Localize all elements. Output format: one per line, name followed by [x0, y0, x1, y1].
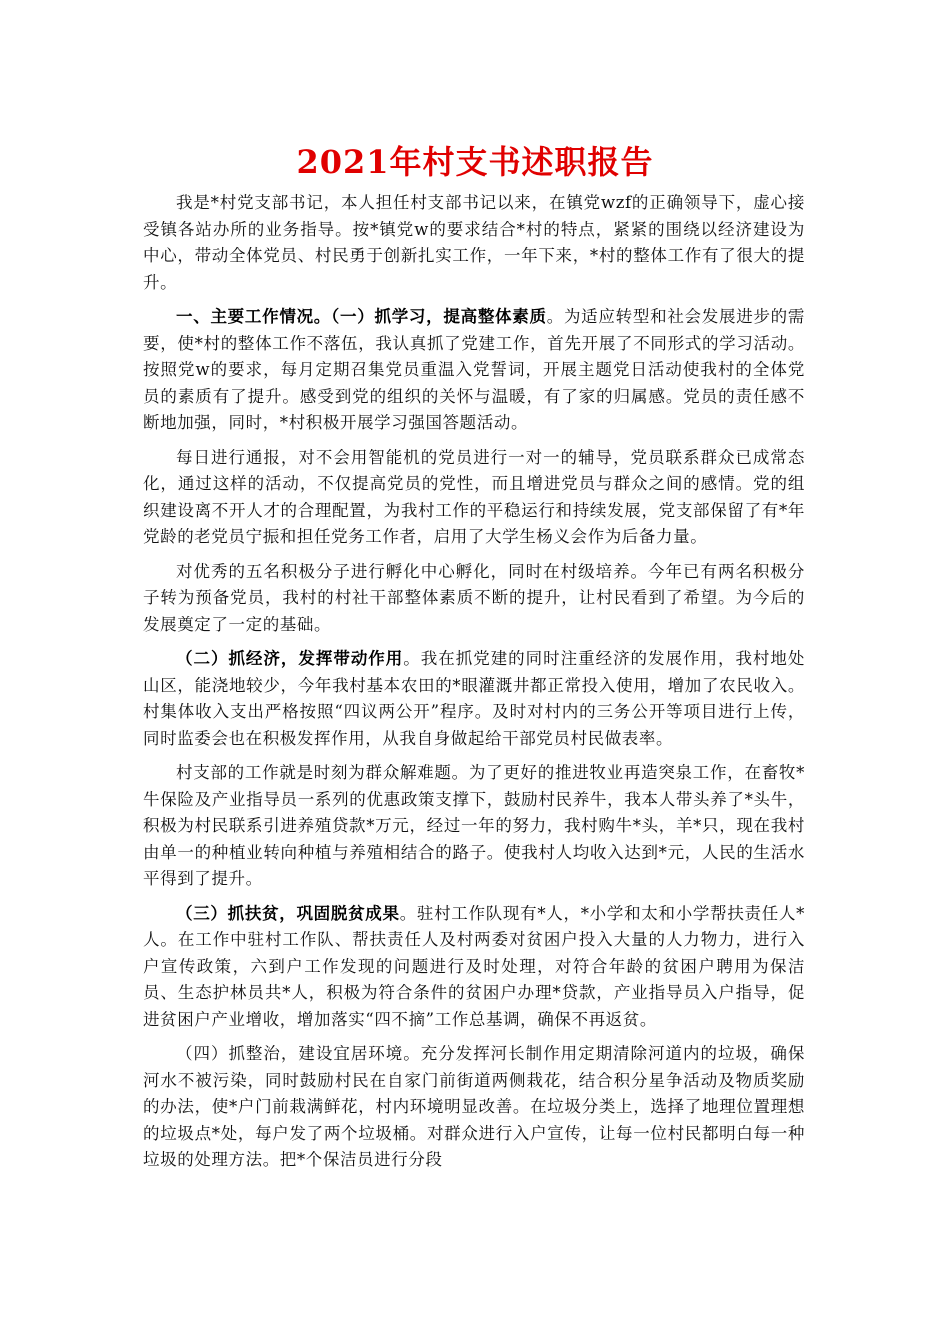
section2-text: 。我在抓党建的同时注重经济的发展作用，我村地处山区，能浇地较少，今年我村基本农田的*眼灌溉井都正常投入使用，增加了农民收入。村集体收入支出严格按照“四议两公开”程序。及时对村内的三务公开等项目进行上传，同时监委会也在积极发挥作用，从我自身做起给干部党员村民做表率。: [143, 649, 805, 748]
branch-work-paragraph: 村支部的工作就是时刻为群众解难题。为了更好的推进牧业再造突泉工作，在畜牧*牛保险及产业指导员一系列的优惠政策支撑下，鼓励村民养牛，我本人带头养了*头牛，积极为村民联系引进养殖贷款*万元，经过一年的努力，我村购牛*头，羊*只，现在我村由单一的种植业转向种植与养殖相结合的路子。使我村人均收入达到*元，人民的生活水平得到了提升。: [143, 763, 805, 888]
document-title: 2021年村支书述职报告: [296, 143, 654, 181]
section3-heading: （三）抓扶贫，巩固脱贫成果: [176, 903, 400, 923]
section3-text: 。驻村工作队现有*人，*小学和太和小学帮扶责任人*人。在工作中驻村工作队、帮扶责任人及村两委对贫困户投入大量的人力物力，进行入户宣传政策，六到户工作发现的问题进行及时处理，对符合年龄的贫困户聘用为保洁员、生态护林员共*人，积极为符合条件的贫困户办理*贷款，产业指导员入户指导，促进贫困户产业增收，增加落实“四不摘”工作总基调，确保不再返贫。: [143, 903, 805, 1029]
section4-paragraph: （四）抓整治，建设宜居环境。充分发挥河长制作用定期清除河道内的垃圾，确保河水不被污染，同时鼓励村民在自家门前街道两侧栽花，结合积分星争活动及物质奖励的办法，使*户门前栽满鲜花，村内环境明显改善。在垃圾分类上，选择了地理位置理想的垃圾点*处，每户发了两个垃圾桶。对群众进行入户宣传，让每一位村民都明白每一种垃圾的处理方法。把*个保洁员进行分段: [143, 1044, 805, 1169]
section2-paragraph: [143, 646, 805, 752]
daily-report-paragraph: 每日进行通报，对不会用智能机的党员进行一对一的辅导，党员联系群众已成常态化，通过这样的活动，不仅提高党员的党性，而且增进党员与群众之间的感情。党的组织建设离不开人才的合理配置，为我村工作的平稳运行和持续发展，党支部保留了有*年党龄的老党员宁振和担任党务工作者，启用了大学生杨义会作为后备力量。: [143, 447, 805, 546]
section1-heading: 一、主要工作情况。（一）抓学习，提高整体素质: [176, 307, 547, 326]
document-body: [143, 190, 805, 1182]
intro-paragraph: 我是*村党支部书记，本人担任村支部书记以来，在镇党wzf的正确领导下，虚心接受镇各站办所的业务指导。按*镇党w的要求结合*村的特点，紧紧的围绕以经济建设为中心，带动全体党员、村民勇于创新扎实工作，一年下来，*村的整体工作有了很大的提升。: [143, 193, 805, 292]
activist-paragraph: 对优秀的五名积极分子进行孵化中心孵化，同时在村级培养。今年已有两名积极分子转为预备党员，我村的村社干部整体素质不断的提升，让村民看到了希望。为今后的发展奠定了一定的基础。: [143, 561, 805, 634]
section1-paragraph: [143, 304, 805, 437]
section3-paragraph: [143, 901, 805, 1034]
section2-heading: （二）抓经济，发挥带动作用: [176, 649, 404, 668]
section1-text: 。为适应转型和社会发展进步的需要，使*村的整体工作不落伍，我认真抓了党建工作，首先开展了不同形式的学习活动。按照党w的要求，每月定期召集党员重温入党誓词，开展主题党日活动使我村的全体党员的素质有了提升。感受到党的组织的关怀与温暖，有了家的归属感。党员的责任感不断地加强，同时，*村积极开展学习强国答题活动。: [143, 307, 806, 432]
